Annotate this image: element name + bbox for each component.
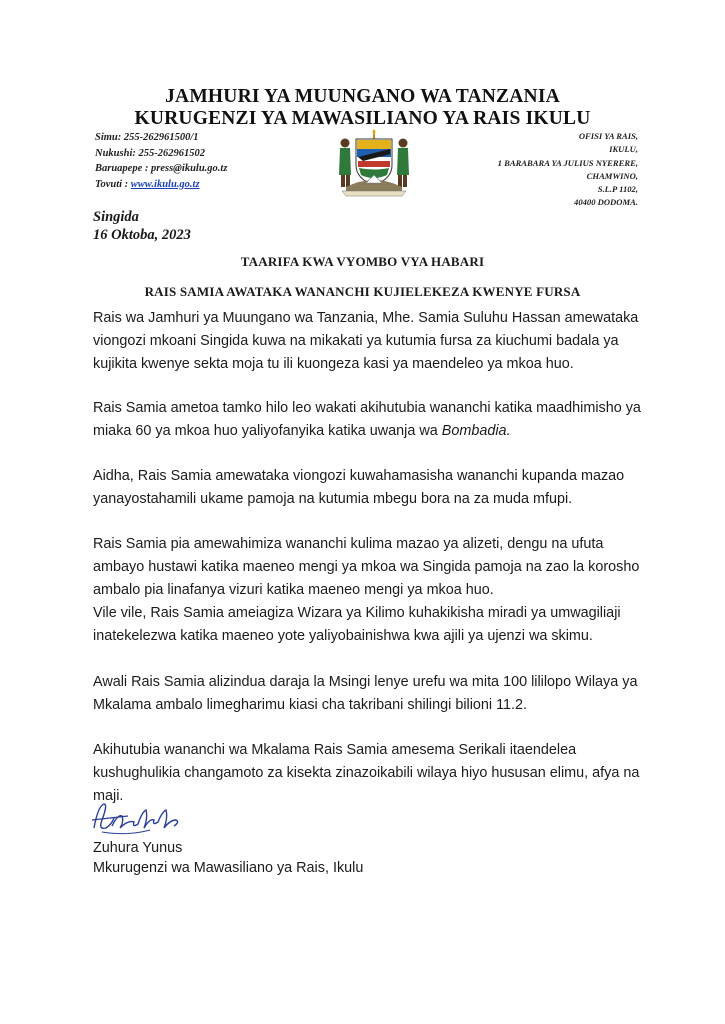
signatory-title: Mkurugenzi wa Mawasiliano ya Rais, Ikulu — [93, 860, 364, 876]
address-line: IKULU, — [609, 144, 638, 155]
paragraph-4: Rais Samia pia amewahimiza wananchi kulima mazao ya alizeti, dengu na ufuta ambayo hustawi katika maeneo mengi ya mkoa wa Singida pamoja na zao la korosho ambalo pia linafanya vizuri katika maeneo mengi ya mkoa huo. — [93, 536, 640, 598]
website-line: Tovuti : www.ikulu.go.tz — [95, 178, 200, 190]
date-text: 16 Oktoba, 2023 — [93, 227, 191, 243]
paragraph-6: Awali Rais Samia alizindua daraja la Msingi lenye urefu wa mita 100 lililopo Wilaya ya Mkalama ambalo limegharimu kiasi cha takribani shilingi bilioni 11.2. — [93, 674, 638, 713]
signature-icon — [88, 798, 188, 840]
release-label: TAARIFA KWA VYOMBO VYA HABARI — [240, 254, 485, 269]
address-line: OFISI YA RAIS, — [578, 131, 638, 141]
signatory-block — [93, 838, 363, 878]
paragraph-7: Akihutubia wananchi wa Mkalama Rais Samia amesema Serikali itaendelea kushughulikia changamoto za kisekta zinazoikabili wilaya hiyo hususan elimu, afya na maji. — [93, 742, 640, 804]
paragraph-5: Vile vile, Rais Samia ameiagiza Wizara ya Kilimo kuhakikisha miradi ya umwagiliaji inatekelezwa katika maeneo yote yaliyobainishwa kwa ajili ya ujenzi wa skimu. — [93, 605, 621, 644]
office-address — [498, 130, 638, 210]
address-line: S.L.P 1102, — [597, 184, 638, 195]
address-line: 40400 DODOMA. — [574, 197, 638, 208]
website-link[interactable]: www.ikulu.go.tz — [130, 178, 200, 190]
header-republic: JAMHURI YA MUUNGANO WA TANZANIA — [165, 86, 560, 107]
signatory-name: Zuhura Yunus — [93, 840, 183, 856]
header-directorate: KURUGENZI YA MAWASILIANO YA RAIS IKULU — [134, 108, 591, 129]
place-text: Singida — [93, 209, 139, 225]
venue-name: Bombadia. — [441, 423, 511, 439]
address-line: CHAMWINO, — [586, 170, 638, 181]
headline: RAIS SAMIA AWATAKA WANANCHI KUJIELEKEZA KWENYE FURSA — [144, 284, 581, 299]
contact-block — [95, 130, 227, 192]
tanzania-coat-of-arms-icon — [332, 129, 416, 197]
fax-text: Nukushi: 255-262961502 — [95, 147, 205, 159]
email-line: Baruapepe : press@ikulu.go.tz — [95, 163, 228, 174]
phone-text: Simu: 255-262961500/1 — [95, 132, 199, 143]
paragraph-3: Aidha, Rais Samia amewataka viongozi kuwahamasisha wananchi kupanda mazao yanayostahamili ukame pamoja na kutumia mbegu bora na za muda mfupi. — [93, 468, 625, 507]
place-date — [93, 208, 191, 244]
paragraph-1: Rais wa Jamhuri ya Muungano wa Tanzania, Mhe. Samia Suluhu Hassan amewataka viongozi mkoani Singida kuwa na mikakati ya kutumia fursa za kiuchumi badala ya kujikita kwenye sekta moja tu ili kuongeza kasi ya maendeleo ya mkoa huo. — [93, 310, 639, 372]
address-line: 1 BARABARA YA JULIUS NYERERE, — [497, 157, 638, 168]
paragraph-2: Rais Samia ametoa tamko hilo leo wakati akihutubia wananchi katika maadhimisho ya miaka 60 ya mkoa huo yaliyofanyika katika uwanja wa Bombadia. — [93, 400, 641, 439]
email-text: press@ikulu.go.tz — [151, 163, 228, 174]
